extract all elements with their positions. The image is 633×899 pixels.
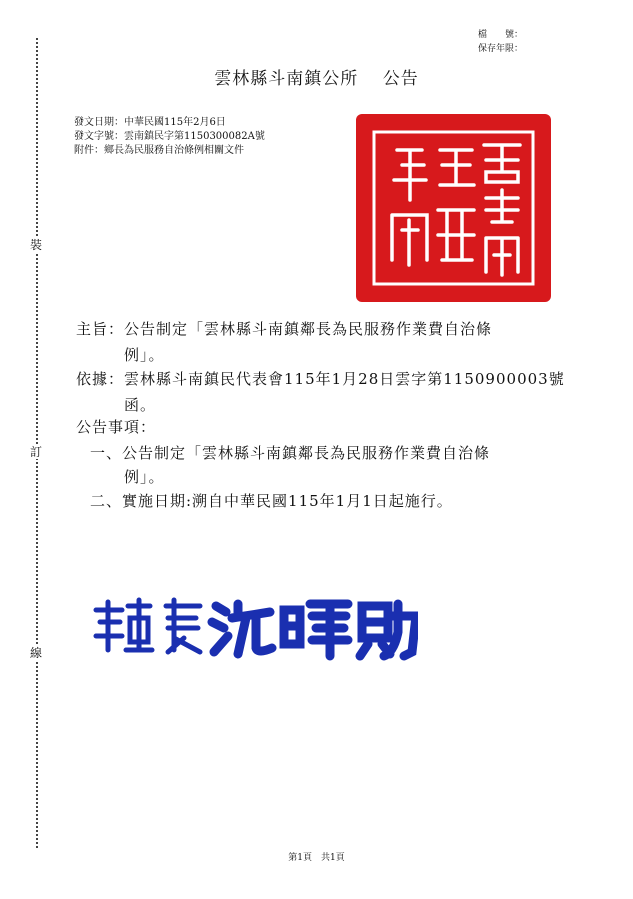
official-seal-stamp (352, 110, 555, 306)
subject-line-2: 例」。 (124, 346, 165, 364)
binding-mark-top: 裝 (30, 238, 43, 252)
binding-mark-bottom: 線 (30, 646, 43, 660)
basis-line-1: 依據：雲林縣斗南鎮民代表會115年1月28日雲字第1150900003號 (76, 370, 565, 388)
attachment: 附件：鄉長為民服務自治條例相關文件 (74, 145, 244, 156)
binding-mark-mid: 訂 (30, 445, 43, 459)
mayor-signature-stamp (88, 592, 418, 662)
document-number: 發文字號：雲南鎮民字第1150300082A號 (74, 131, 265, 142)
notice-item-2: 二、實施日期:溯自中華民國115年1月1日起施行。 (90, 492, 453, 510)
notice-item-1-line-1: 一、公告制定「雲林縣斗南鎮鄰長為民服務作業費自治條 (90, 444, 491, 462)
notice-heading: 公告事項： (76, 418, 157, 436)
basis-line-2: 函。 (124, 396, 157, 414)
archive-info (478, 28, 523, 56)
page-number: 第1頁 共1頁 (288, 853, 345, 863)
page-title: 雲林縣斗南鎮公所 公告 (214, 69, 419, 89)
retention-label: 保存年限： (477, 44, 523, 54)
issue-date: 發文日期：中華民國115年2月6日 (74, 117, 226, 128)
notice-item-1-line-2: 例」。 (124, 468, 165, 486)
file-number-label: 檔 號： (477, 30, 523, 40)
subject-line-1: 主旨：公告制定「雲林縣斗南鎮鄰長為民服務作業費自治條 (76, 320, 493, 338)
binding-line (36, 38, 38, 848)
